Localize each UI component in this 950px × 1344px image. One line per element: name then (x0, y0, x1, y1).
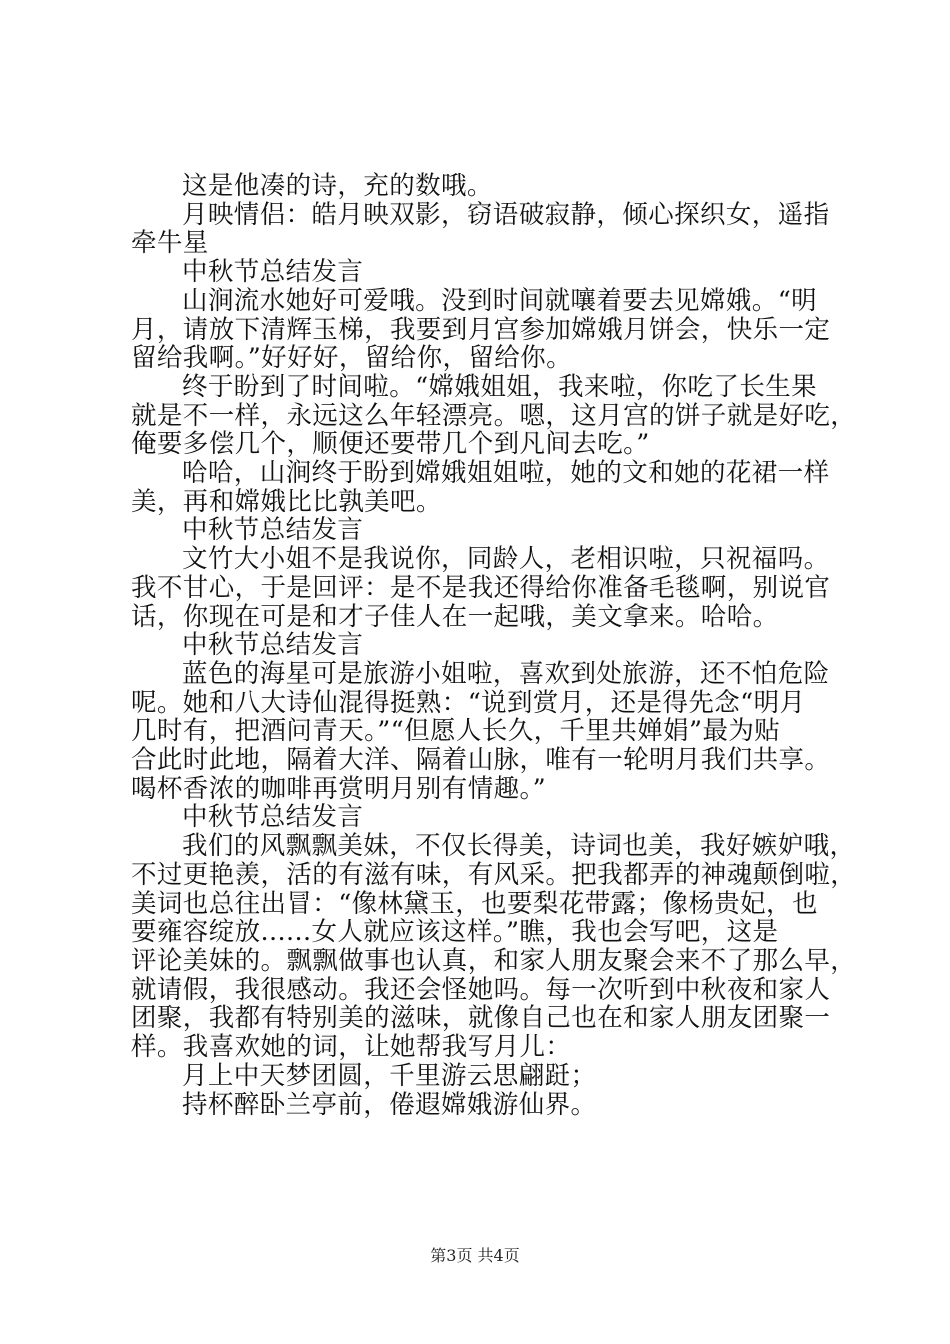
paragraph-line: 几时有，把酒问青天。”“但愿人长久，千里共婵娟”最为贴 (131, 716, 781, 747)
paragraph-line: 留给我啊。”好好好，留给你，留给你。 (131, 343, 572, 374)
paragraph-line: 文竹大小姐不是我说你，同龄人，老相识啦，只祝福吗。 (182, 544, 830, 575)
paragraph-line: 月映情侣：皓月映双影，窃语破寂静，倾心探织女，遥指 (182, 199, 830, 230)
paragraph-line: 这是他凑的诗，充的数哦。 (182, 171, 493, 201)
paragraph-line: 合此时此地，隔着大洋、隔着山脉，唯有一轮明月我们共享。 (131, 745, 831, 776)
section-heading: 中秋节总结发言 (182, 630, 364, 661)
paragraph-line: 话，你现在可是和才子佳人在一起哦，美文拿来。哈哈。 (131, 601, 779, 632)
paragraph-line: 蓝色的海星可是旅游小姐啦，喜欢到处旅游，还不怕危险 (182, 658, 830, 689)
paragraph-line: 俺要多偿几个，顺便还要带几个到凡间去吃。” (131, 429, 650, 460)
section-heading: 中秋节总结发言 (182, 257, 364, 288)
paragraph-line: 样。我喜欢她的词，让她帮我写月儿： (131, 1032, 572, 1063)
paragraph-line: 要雍容绽放......女人就应该这样。”瞧，我也会写吧，这是 (131, 917, 779, 948)
section-heading: 中秋节总结发言 (182, 515, 364, 546)
paragraph-line: 哈哈，山涧终于盼到嫦娥姐姐啦，她的文和她的花裙一样 (182, 458, 830, 489)
paragraph-line: 美词也总往出冒：“像林黛玉，也要梨花带露；像杨贵妃，也 (131, 888, 818, 919)
paragraph-line: 终于盼到了时间啦。“嫦娥姐姐，我来啦，你吃了长生果 (182, 371, 818, 402)
paragraph-line: 呢。她和八大诗仙混得挺熟：“说到赏月，还是得先念“明月 (131, 687, 806, 718)
poem-line: 持杯醉卧兰亭前，倦遐嫦娥游仙界。 (182, 1089, 597, 1120)
paragraph-line: 牵牛星 (131, 228, 209, 259)
paragraph-line: 评论美妹的。飘飘做事也认真，和家人朋友聚会来不了那么早， (131, 945, 857, 976)
poem-line: 月上中天梦团圆，千里游云思翩跹； (182, 1060, 597, 1091)
paragraph-line: 月，请放下清辉玉梯，我要到月宫参加嫦娥月饼会，快乐一定 (131, 314, 831, 345)
paragraph-line: 不过更艳羡，活的有滋有味，有风采。把我都弄的神魂颠倒啦， (131, 859, 857, 890)
paragraph-line: 就请假，我很感动。我还会怪她吗。每一次听到中秋夜和家人 (131, 974, 831, 1005)
paragraph-line: 喝杯香浓的咖啡再赏明月别有情趣。” (131, 773, 547, 804)
document-body (131, 171, 857, 1120)
paragraph-line: 我不甘心，于是回评：是不是我还得给你准备毛毯啊，别说官 (131, 572, 831, 603)
paragraph-line: 就是不一样，永远这么年轻漂亮。嗯，这月宫的饼子就是好吃， (131, 400, 857, 431)
paragraph-line: 我们的风飘飘美妹，不仅长得美，诗词也美，我好嫉妒哦， (182, 831, 856, 862)
section-heading: 中秋节总结发言 (182, 802, 364, 833)
page-number-footer: 第3页 共4页 (430, 1246, 520, 1265)
paragraph-line: 山涧流水她好可爱哦。没到时间就嚷着要去见嫦娥。“明 (182, 285, 818, 316)
paragraph-line: 美，再和嫦娥比比孰美吧。 (131, 486, 442, 517)
paragraph-line: 团聚，我都有特别美的滋味，就像自己也在和家人朋友团聚一 (131, 1003, 831, 1034)
